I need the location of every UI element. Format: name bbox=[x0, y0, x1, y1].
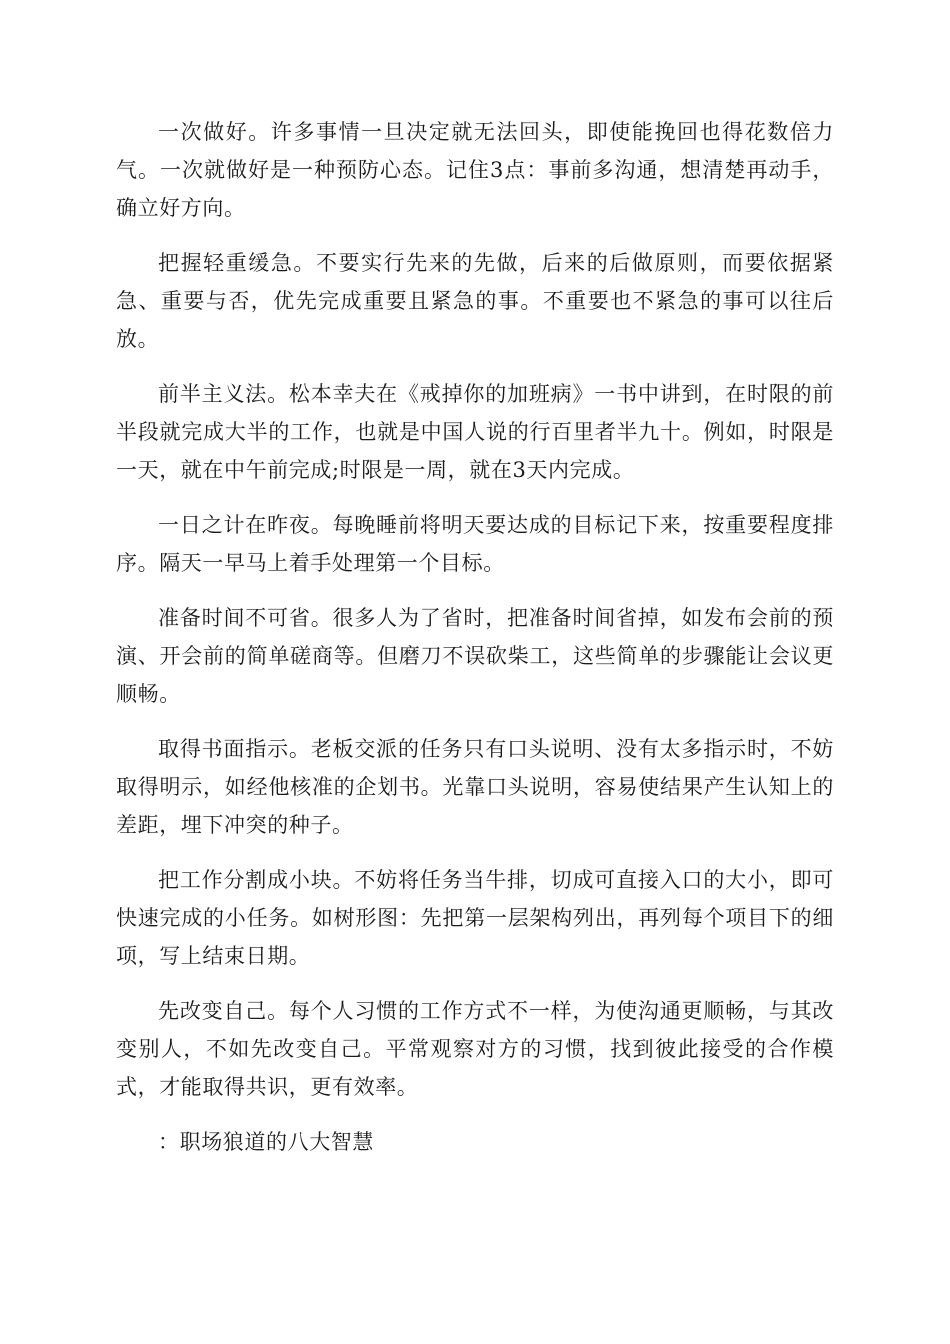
document-body bbox=[116, 113, 834, 1178]
paragraph-change-yourself: 先改变自己。每个人习惯的工作方式不一样，为使沟通更顺畅，与其改变别人，不如先改变自己。平常观察对方的习惯，找到彼此接受的合作模式，才能取得共识，更有效率。 bbox=[116, 999, 834, 1099]
paragraph-first-half-method: 前半主义法。松本幸夫在《戒掉你的加班病》一书中讲到，在时限的前半段就完成大半的工作，也就是中国人说的行百里者半九十。例如，时限是一天，就在中午前完成;时限是一周，就在3天内完成。 bbox=[116, 382, 834, 482]
section-heading: ：职场狼道的八大智慧 bbox=[158, 1130, 374, 1154]
paragraph-plan-tonight: 一日之计在昨夜。每晚睡前将明天要达成的目标记下来，按重要程度排序。隔天一早马上着手处理第一个目标。 bbox=[116, 513, 834, 575]
paragraph-written-instructions: 取得书面指示。老板交派的任务只有口头说明、没有太多指示时，不妨取得明示，如经他核准的企划书。光靠口头说明，容易使结果产生认知上的差距，埋下冲突的种子。 bbox=[116, 737, 834, 837]
paragraph-do-it-once: 一次做好。许多事情一旦决定就无法回头，即使能挽回也得花数倍力气。一次就做好是一种预防心态。记住3点：事前多沟通，想清楚再动手，确立好方向。 bbox=[116, 120, 834, 220]
paragraph-priorities: 把握轻重缓急。不要实行先来的先做，后来的后做原则，而要依据紧急、重要与否，优先完成重要且紧急的事。不重要也不紧急的事可以往后放。 bbox=[116, 251, 834, 351]
paragraph-preparation-time: 准备时间不可省。很多人为了省时，把准备时间省掉，如发布会前的预演、开会前的简单磋商等。但磨刀不误砍柴工，这些简单的步骤能让会议更顺畅。 bbox=[116, 606, 834, 706]
paragraph-split-work: 把工作分割成小块。不妨将任务当牛排，切成可直接入口的大小，即可快速完成的小任务。如树形图：先把第一层架构列出，再列每个项目下的细项，写上结束日期。 bbox=[116, 868, 834, 968]
